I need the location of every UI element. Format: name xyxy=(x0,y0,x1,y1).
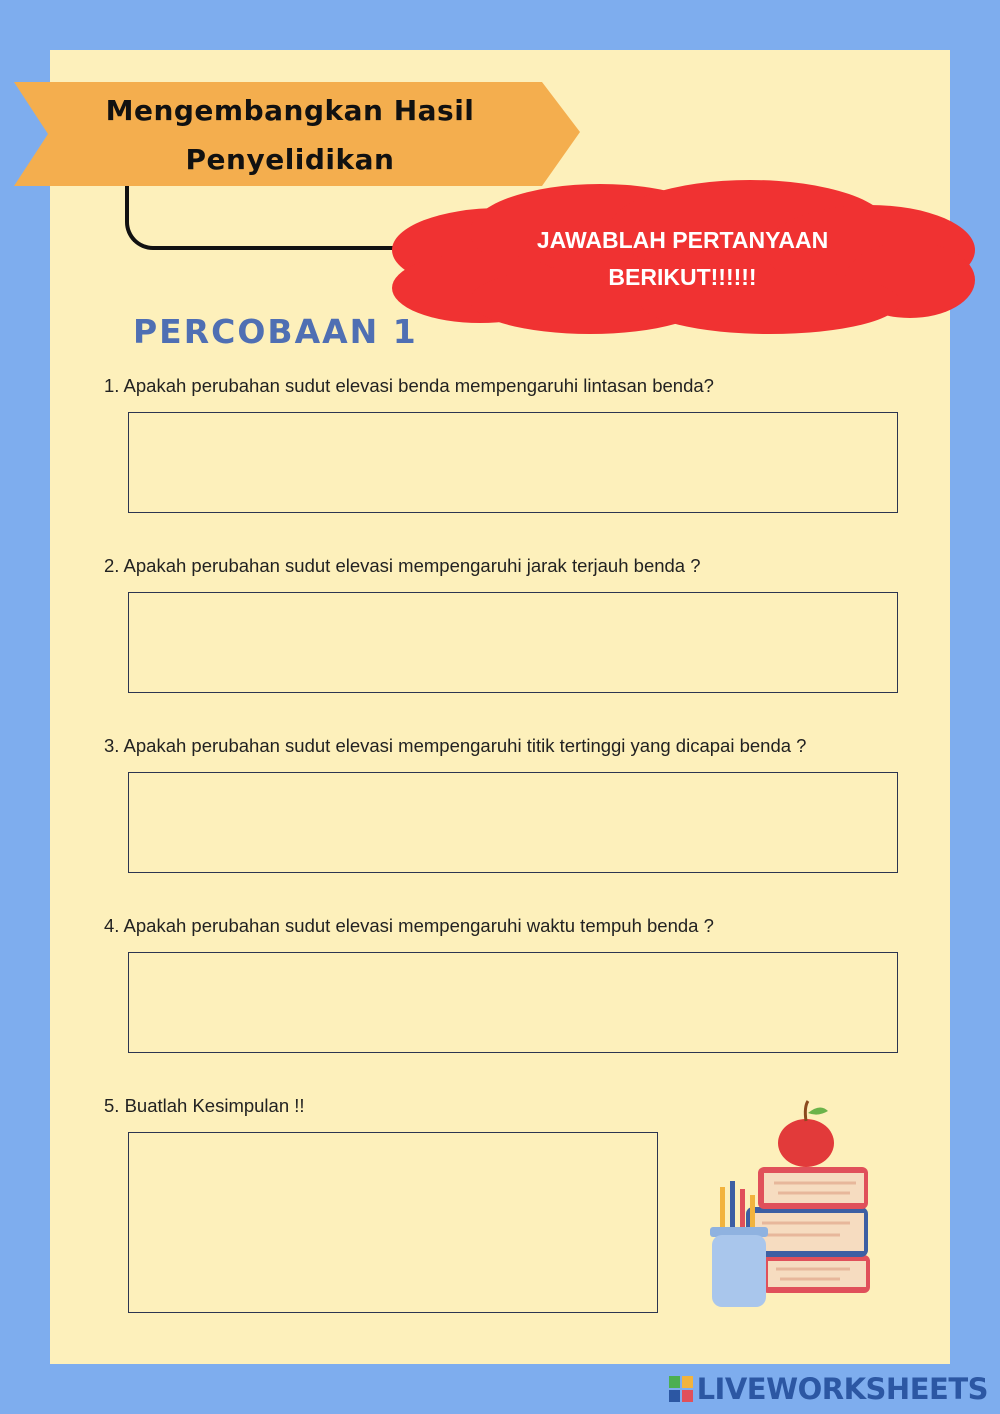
instruction-text xyxy=(490,222,875,296)
instruction-line2: BERIKUT!!!!!! xyxy=(608,264,757,290)
answer-box-4[interactable] xyxy=(128,952,898,1053)
liveworksheets-branding[interactable] xyxy=(669,1372,988,1406)
answer-box-2[interactable] xyxy=(128,592,898,693)
answer-box-5[interactable] xyxy=(128,1132,658,1313)
question-1-text: 1. Apakah perubahan sudut elevasi benda mempengaruhi lintasan benda? xyxy=(104,375,714,396)
apple-icon xyxy=(778,1101,834,1167)
worksheet-title xyxy=(100,86,480,184)
instruction-line1: JAWABLAH PERTANYAAN xyxy=(536,227,829,253)
books-apple-illustration xyxy=(700,1095,880,1315)
question-2-text: 2. Apakah perubahan sudut elevasi mempengaruhi jarak terjauh benda ? xyxy=(104,555,701,576)
worksheet-title-line1: Mengembangkan Hasil xyxy=(105,94,475,127)
answer-box-3[interactable] xyxy=(128,772,898,873)
liveworksheets-logo-icon xyxy=(669,1376,693,1402)
answer-box-1[interactable] xyxy=(128,412,898,513)
liveworksheets-text: LIVEWORKSHEETS xyxy=(696,1372,988,1406)
question-5-text: 5. Buatlah Kesimpulan !! xyxy=(104,1095,305,1116)
worksheet-title-line2: Penyelidikan xyxy=(185,143,395,176)
section-title: PERCOBAAN 1 xyxy=(133,312,418,351)
question-3-text: 3. Apakah perubahan sudut elevasi mempengaruhi titik tertinggi yang dicapai benda ? xyxy=(104,735,807,756)
question-4-text: 4. Apakah perubahan sudut elevasi mempengaruhi waktu tempuh benda ? xyxy=(104,915,714,936)
